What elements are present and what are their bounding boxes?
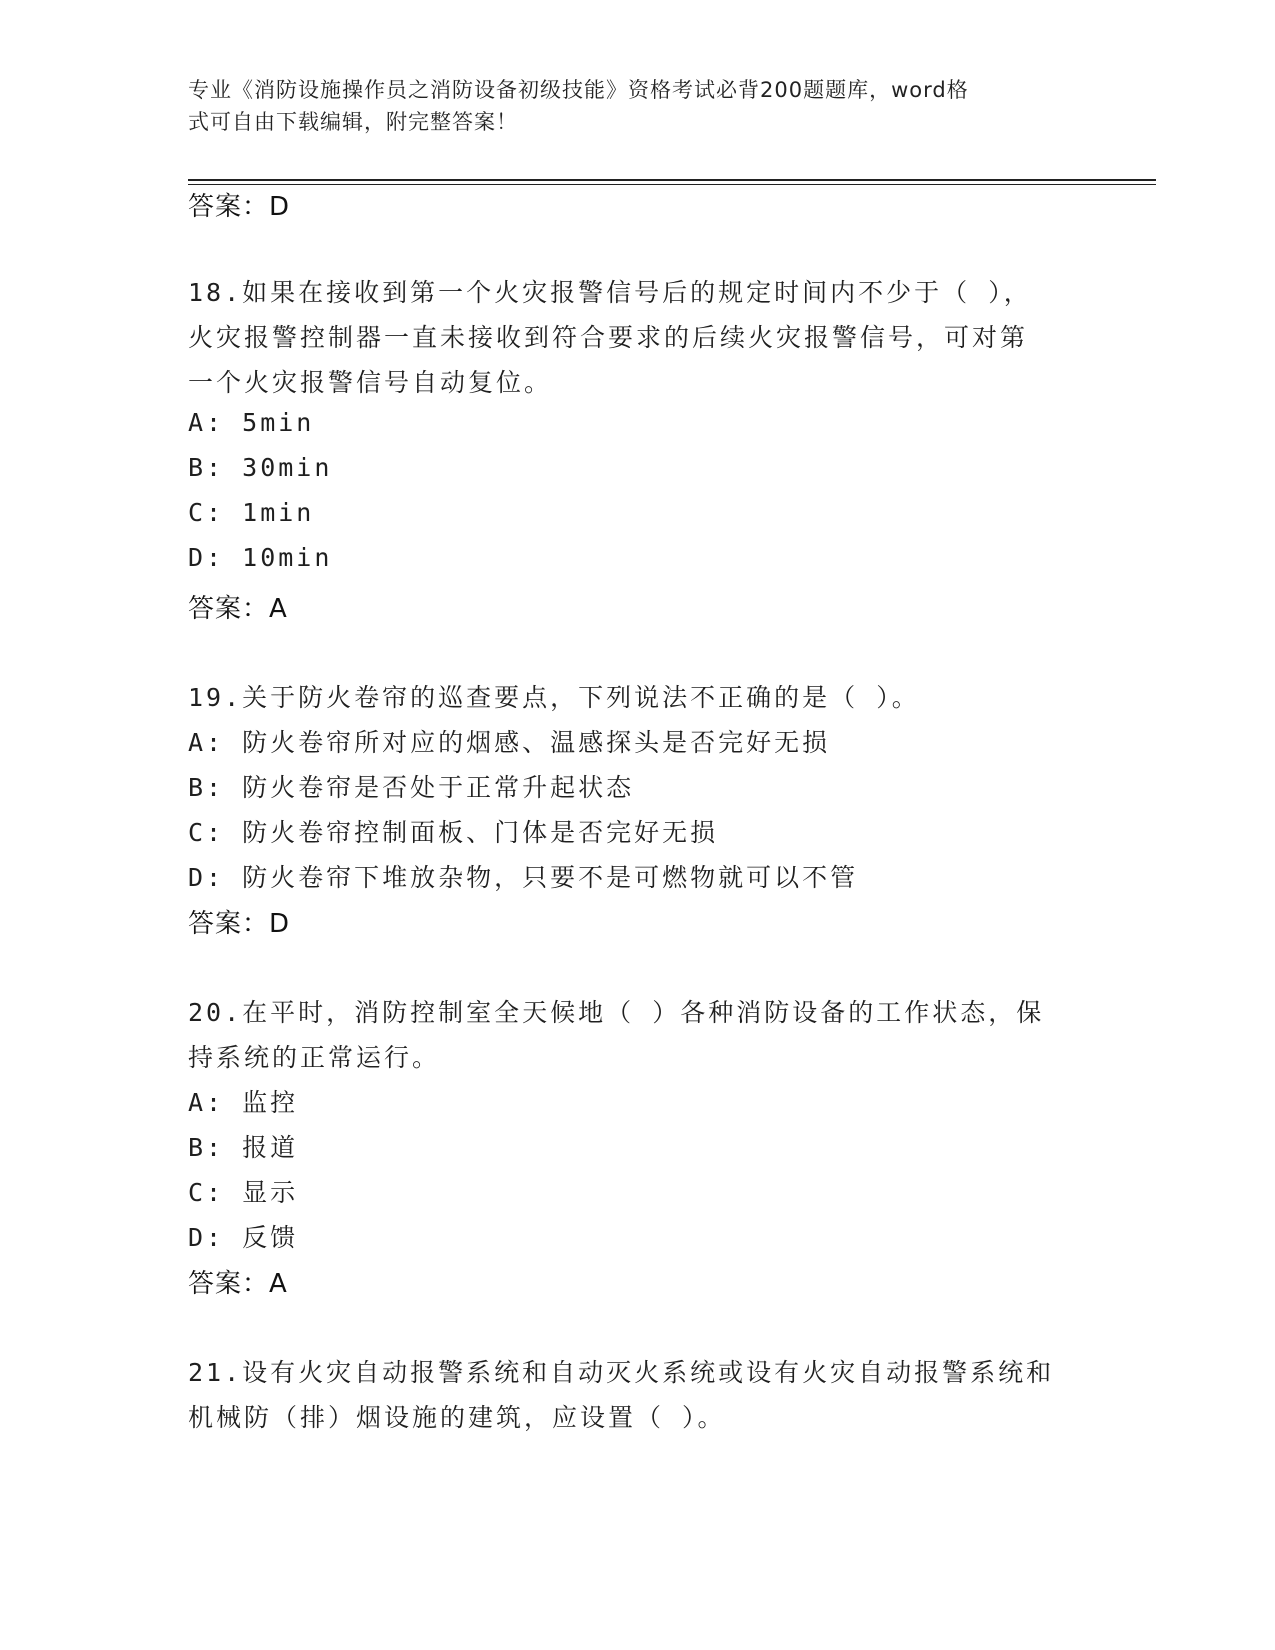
question-stem-line: 19.关于防火卷帘的巡查要点，下列说法不正确的是（ ）。 (188, 683, 920, 712)
question-stem-line: 21.设有火灾自动报警系统和自动灭火系统或设有火灾自动报警系统和 (188, 1358, 1055, 1387)
option-c: C: 显示 (188, 1178, 299, 1207)
header-divider-thin (188, 184, 1156, 185)
question-stem-line: 20.在平时，消防控制室全天候地（ ）各种消防设备的工作状态，保 (188, 998, 1045, 1027)
previous-answer: 答案：D (188, 192, 291, 222)
option-b: B: 30min (188, 453, 333, 482)
answer-label: 答案：D (188, 909, 291, 939)
header-line-2: 式可自由下载编辑，附完整答案！ (188, 110, 518, 134)
question-stem-line: 火灾报警控制器一直未接收到符合要求的后续火灾报警信号，可对第 (188, 323, 1029, 352)
question-stem-line: 一个火灾报警信号自动复位。 (188, 368, 553, 397)
option-a: A: 防火卷帘所对应的烟感、温感探头是否完好无损 (188, 728, 831, 757)
option-b: B: 防火卷帘是否处于正常升起状态 (188, 773, 635, 802)
header-divider-thick (188, 179, 1156, 181)
option-a: A: 5min (188, 408, 315, 437)
document-header (188, 74, 1068, 138)
option-d: D: 反馈 (188, 1223, 299, 1252)
question-stem-line: 持系统的正常运行。 (188, 1043, 441, 1072)
option-a: A: 监控 (188, 1088, 299, 1117)
option-d: D: 10min (188, 543, 333, 572)
question-stem-line: 机械防（排）烟设施的建筑，应设置（ ）。 (188, 1403, 726, 1432)
option-d: D: 防火卷帘下堆放杂物，只要不是可燃物就可以不管 (188, 863, 859, 892)
option-c: C: 防火卷帘控制面板、门体是否完好无损 (188, 818, 719, 847)
option-b: B: 报道 (188, 1133, 299, 1162)
option-c: C: 1min (188, 498, 315, 527)
question-stem-line: 18.如果在接收到第一个火灾报警信号后的规定时间内不少于（ ）， (188, 278, 1032, 307)
answer-label: 答案：A (188, 594, 288, 624)
header-line-1: 专业《消防设施操作员之消防设备初级技能》资格考试必背200题题库，word格 (188, 78, 969, 102)
answer-label: 答案：A (188, 1269, 288, 1299)
